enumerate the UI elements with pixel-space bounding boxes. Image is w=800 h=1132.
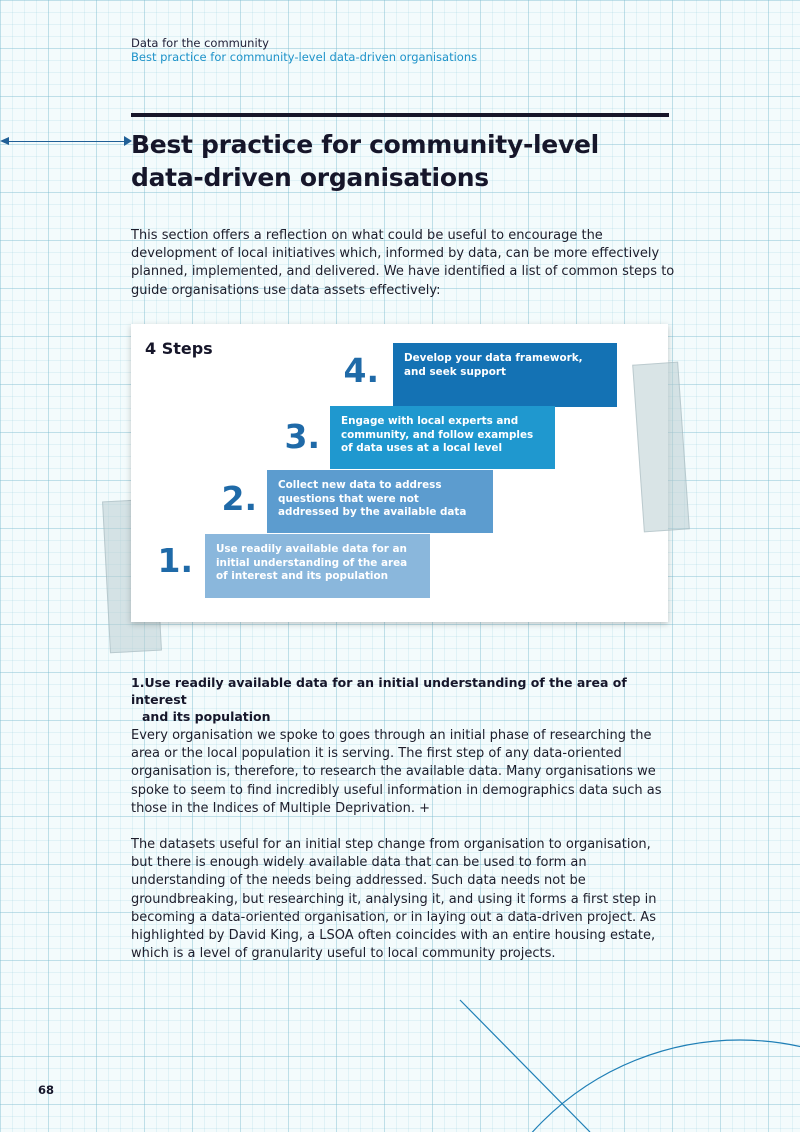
step-3-number: 3. (284, 417, 320, 456)
header-subsection: Best practice for community-level data-driven organisations (131, 50, 478, 64)
step-4-box (393, 343, 617, 407)
section-heading-line-1: 1.Use readily available data for an initial understanding of the area of interest (131, 675, 627, 707)
section-heading (131, 674, 671, 725)
step-1-number: 1. (157, 541, 193, 580)
step-3-text: Engage with local experts and community, and follow examples of data uses at a local level (341, 415, 534, 454)
step-3-box (330, 406, 555, 469)
step-1-box (205, 534, 430, 598)
title-line-1: Best practice for community-level (131, 130, 599, 159)
step-4-text: Develop your data framework, and seek support (404, 352, 583, 378)
decorative-line (460, 1000, 590, 1132)
body-paragraph-1: Every organisation we spoke to goes through an initial phase of researching the area or the local population it is serving. The first step of any data-oriented organisation is, therefore, to research the available data. Many organisations we spoke to seem to find incredibly useful information in demographics data such as those in the Indices of Multiple Deprivation. + (131, 728, 662, 816)
step-2-text: Collect new data to address questions that were not addressed by the available data (278, 479, 467, 518)
arrow-line (8, 141, 128, 142)
decorative-arc (460, 1040, 800, 1132)
body-paragraph-2: The datasets useful for an initial step change from organisation to organisation, but there is enough widely available data that can be used to form an understanding of the needs being addressed. Such data needs not be groundbreaking, but researching it, analysing it, and using it forms a first step in becoming a data-oriented organisation, or in laying out a data-driven project. As highlighted by David King, a LSOA often coincides with an entire housing estate, which is a level of granularity useful to local community projects. (131, 837, 657, 962)
title-line-2: data-driven organisations (131, 163, 489, 192)
title-rule (131, 113, 669, 117)
header-section: Data for the community (131, 36, 269, 50)
page-title (131, 128, 691, 194)
decorative-circle-lines (440, 990, 800, 1132)
page-number: 68 (38, 1083, 55, 1097)
intro-paragraph: This section offers a reflection on what could be useful to encourage the development of local initiatives which, informed by data, can be more effectively planned, implemented, and delivered. We have identified a list of common steps to guide organisations use data assets effectively: (131, 228, 675, 298)
section-heading-line-2: and its population (142, 709, 271, 724)
step-4-number: 4. (343, 351, 379, 390)
step-2-number: 2. (221, 479, 257, 518)
step-1-text: Use readily available data for an initial understanding of the area of interest and its population (216, 543, 408, 582)
step-2-box (267, 470, 493, 533)
running-header (131, 36, 477, 64)
steps-figure (131, 324, 668, 622)
figure-title: 4 Steps (145, 339, 213, 358)
